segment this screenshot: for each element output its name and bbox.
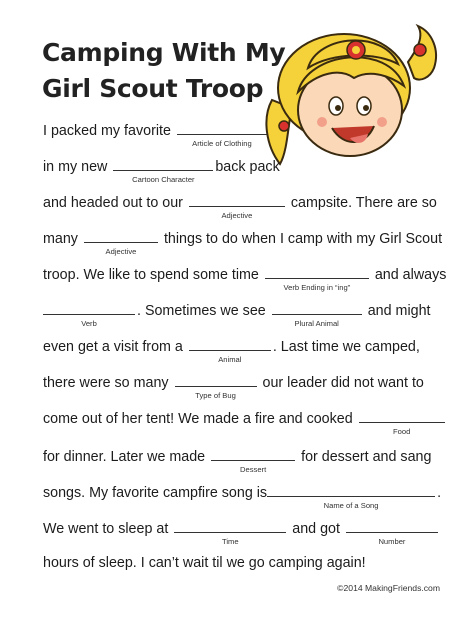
- blank-food[interactable]: Food: [359, 408, 445, 423]
- blank-type-of-bug[interactable]: Type of Bug: [175, 372, 257, 387]
- blank-animal[interactable]: Animal: [189, 336, 271, 351]
- title-line-2: Girl Scout Troop: [42, 74, 264, 103]
- blank-verb[interactable]: Verb: [43, 300, 135, 315]
- story-line-7: even get a visit from a Animal . Last time we camped,: [43, 336, 420, 356]
- blank-cartoon-character[interactable]: Cartoon Character: [113, 156, 213, 171]
- story-line-13: hours of sleep. I can’t wait til we go camping again!: [43, 555, 366, 571]
- blank-adjective-1[interactable]: Adjective: [189, 192, 285, 207]
- blank-number[interactable]: Number: [346, 518, 438, 533]
- story-line-8: there were so many Type of Bug our leader did not want to: [43, 372, 424, 392]
- blank-article-of-clothing[interactable]: Article of Clothing: [177, 120, 267, 135]
- story-line-10: for dinner. Later we made Dessert for dessert and sang: [43, 446, 431, 466]
- story-line-4: many Adjective things to do when I camp with my Girl Scout: [43, 228, 442, 248]
- blank-plural-animal[interactable]: Plural Animal: [272, 300, 362, 315]
- story-line-9: come out of her tent! We made a fire and cooked Food: [43, 408, 447, 428]
- story-line-5: troop. We like to spend some time Verb Ending in “ing” and always: [43, 264, 446, 284]
- story-line-1: I packed my favorite Article of Clothing: [43, 120, 269, 140]
- blank-adjective-2[interactable]: Adjective: [84, 228, 158, 243]
- blank-verb-ending-ing[interactable]: Verb Ending in “ing”: [265, 264, 369, 279]
- copyright-footer: ©2014 MakingFriends.com: [337, 583, 440, 593]
- story-line-6: Verb . Sometimes we see Plural Animal and might: [43, 300, 431, 320]
- story-line-3: and headed out to our Adjective campsite. There are so: [43, 192, 437, 212]
- story-line-11: songs. My favorite campfire song is Name of a Song .: [43, 482, 441, 502]
- girl-scout-mascot: [258, 22, 462, 182]
- title-line-1: Camping With My: [42, 38, 286, 67]
- story-line-2: in my new Cartoon Character back pack: [43, 156, 280, 176]
- blank-time[interactable]: Time: [174, 518, 286, 533]
- blank-dessert[interactable]: Dessert: [211, 446, 295, 461]
- story-line-12: We went to sleep at Time and got Number: [43, 518, 440, 538]
- blank-name-of-a-song[interactable]: Name of a Song: [267, 482, 435, 497]
